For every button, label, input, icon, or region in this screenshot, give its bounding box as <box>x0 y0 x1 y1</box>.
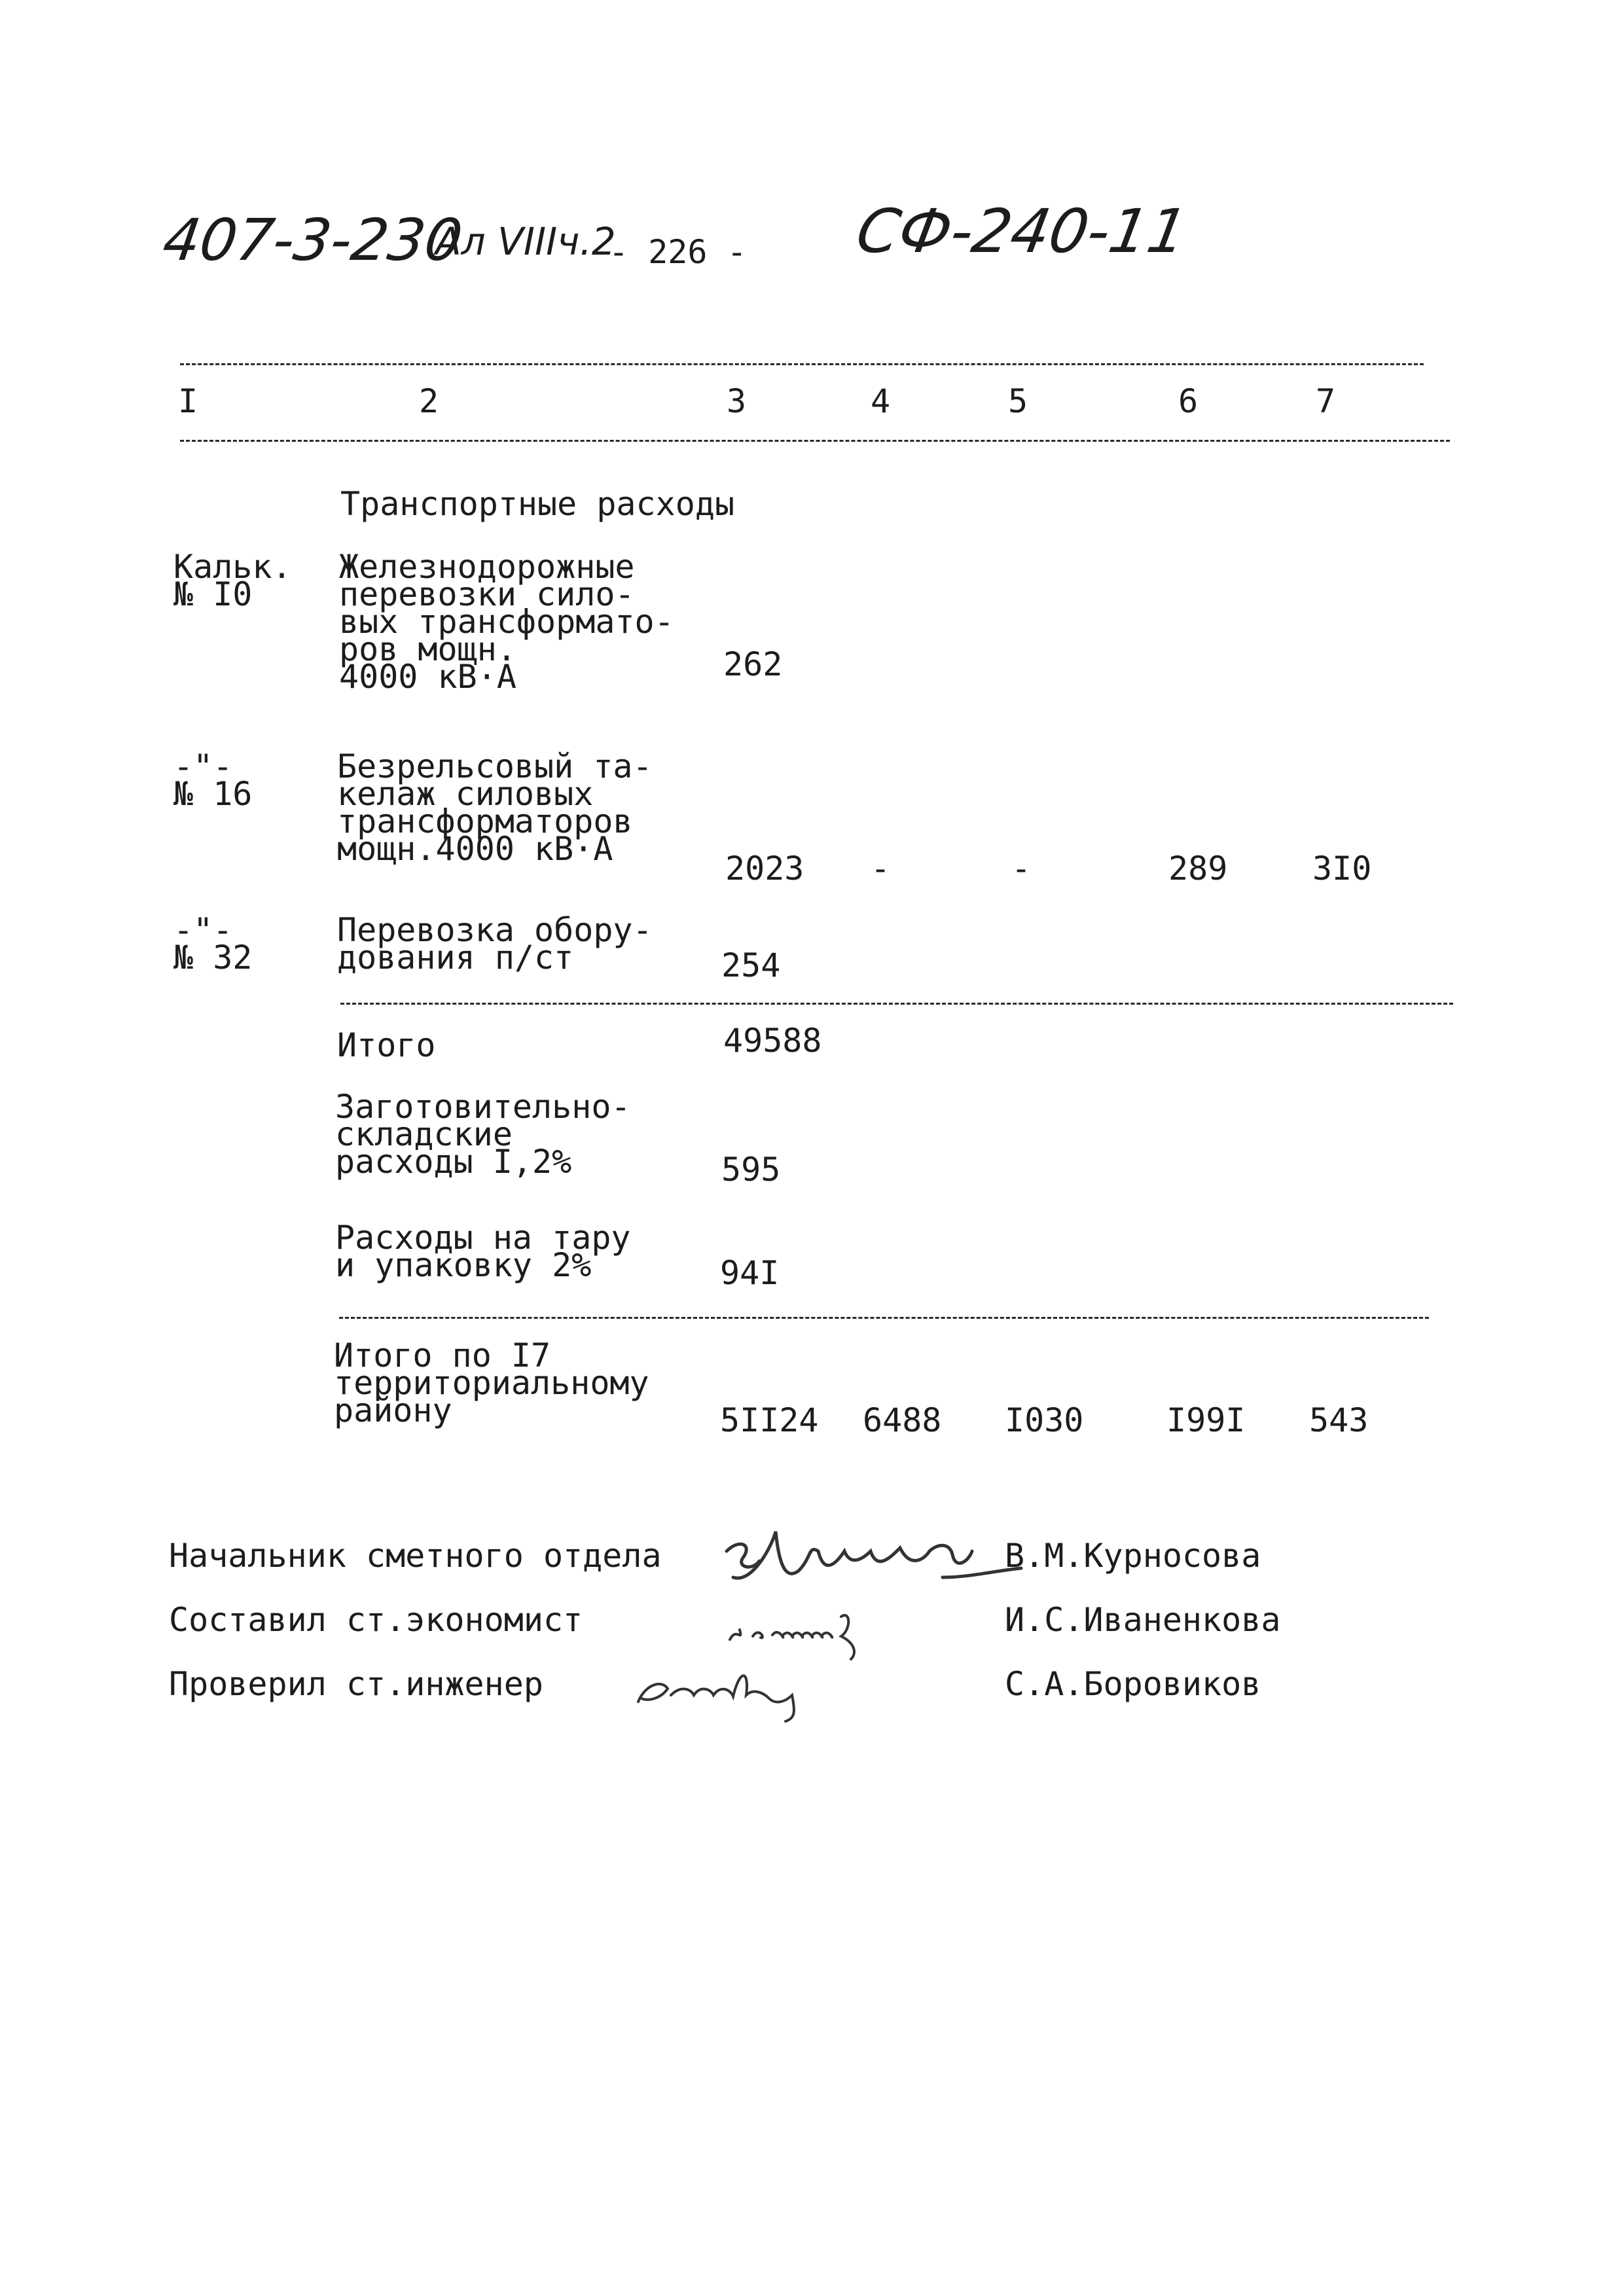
row-ref: Кальк. № I0 <box>173 548 292 613</box>
signatory-name: С.А.Боровиков <box>1005 1665 1261 1703</box>
row-name: Перевозка обору- дования п/ст <box>337 911 653 977</box>
storage-value: 595 <box>721 1151 781 1189</box>
col-header-7: 7 <box>1316 382 1336 420</box>
row-value-c3: 254 <box>721 946 781 984</box>
col-header-4: 4 <box>871 382 891 420</box>
series-code: СФ-240-11 <box>851 196 1193 266</box>
signature-role: Проверил ст.инженер <box>169 1665 543 1703</box>
row-value-c3: 262 <box>723 645 783 683</box>
header-bottom-rule <box>180 440 1450 442</box>
album-reference: Ал VIIIч.2 <box>435 219 616 264</box>
total-value-c5: I030 <box>1005 1401 1084 1439</box>
storage-label: Заготовительно- складские расходы I,2% <box>335 1088 631 1181</box>
row-value-c4: - <box>871 850 891 888</box>
packing-label: Расходы на тару и упаковку 2% <box>335 1219 631 1284</box>
signature-role: Начальник сметного отдела <box>169 1537 662 1575</box>
signature-role: Составил ст.экономист <box>169 1601 583 1639</box>
row-ref: -"- № 16 <box>173 747 253 813</box>
total-rule <box>339 1317 1429 1319</box>
col-header-2: 2 <box>419 382 439 420</box>
signatory-name: И.С.Иваненкова <box>1005 1601 1281 1639</box>
row-ref: -"- № 32 <box>173 911 253 977</box>
row-name: Безрельсовый та- келаж силовых трансформаторов мощн.4000 кВ·А <box>337 747 653 868</box>
col-header-6: 6 <box>1178 382 1199 420</box>
row-value-c7: 3I0 <box>1312 850 1372 888</box>
signature-borovikov <box>628 1649 825 1728</box>
page-number: - 226 - <box>609 233 747 271</box>
total-value-c4: 6488 <box>863 1401 942 1439</box>
packing-value: 94I <box>720 1254 780 1292</box>
row-value-c6: 289 <box>1168 850 1228 888</box>
total-value-c6: I99I <box>1166 1401 1246 1439</box>
subtotal-label: Итого <box>337 1026 436 1064</box>
col-header-5: 5 <box>1008 382 1028 420</box>
col-header-3: 3 <box>727 382 747 420</box>
subtotal-value: 49588 <box>723 1022 822 1060</box>
row-name: Железнодорожные перевозки сило- вых трансформато- ров мощн. 4000 кВ·А <box>339 548 674 696</box>
subtotal-rule <box>340 1003 1453 1005</box>
total-value-c3: 5II24 <box>720 1401 819 1439</box>
signatory-name: В.М.Курносова <box>1005 1537 1261 1575</box>
header-top-rule <box>180 363 1424 365</box>
document-code: 407-3-230 <box>158 206 467 274</box>
col-header-1: I <box>178 382 198 420</box>
section-title: Транспортные расходы <box>340 485 735 523</box>
total-value-c7: 543 <box>1309 1401 1369 1439</box>
total-label: Итого по I7 территориальному району <box>334 1336 649 1429</box>
row-value-c5: - <box>1011 850 1032 888</box>
row-value-c3: 2023 <box>725 850 804 888</box>
